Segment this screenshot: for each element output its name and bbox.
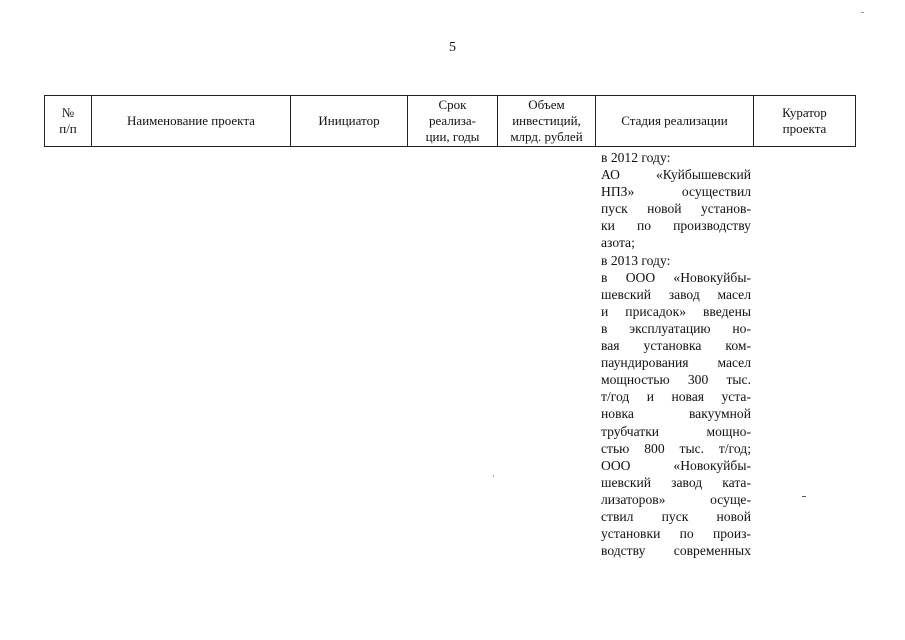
stage-line	[601, 423, 751, 440]
margin-dash	[802, 496, 806, 497]
stage-word: новка	[601, 406, 634, 422]
stage-line	[601, 337, 751, 354]
stage-word: производству	[673, 218, 751, 234]
scan-speck	[493, 475, 494, 477]
stage-line	[601, 371, 751, 388]
stage-line: в 2013 году:	[601, 252, 671, 268]
stage-word: пуск	[601, 201, 628, 217]
col-number-header: № п/п	[45, 96, 92, 147]
col-investment-header: Объем инвестиций, млрд. рублей	[498, 96, 596, 147]
stage-word: осуществил	[681, 184, 751, 200]
stage-line	[601, 525, 751, 542]
stage-line	[601, 491, 751, 508]
stage-word: и	[601, 303, 609, 319]
stage-word: ката-	[722, 474, 751, 490]
stage-word: «Куйбышевский	[656, 167, 751, 183]
stage-word: введены	[703, 303, 751, 319]
stage-word: паундирования	[601, 355, 689, 371]
stage-word: масел	[717, 355, 751, 371]
stage-word: вая	[601, 338, 620, 354]
stage-line	[601, 388, 751, 405]
stage-word: ООО	[601, 457, 631, 473]
projects-table-header	[44, 95, 856, 147]
stage-word: новая	[671, 389, 705, 405]
stage-word: тыс.	[679, 440, 705, 456]
stage-word: эксплуатацию	[629, 320, 711, 336]
stage-word: в	[601, 320, 608, 336]
stage-word: произ-	[712, 526, 751, 542]
stage-word: «Новокуйбы-	[673, 457, 751, 473]
stage-word: ки	[601, 218, 615, 234]
page-number: 5	[449, 40, 456, 55]
stage-line	[601, 320, 751, 337]
stage-word: тыс.	[726, 372, 751, 388]
stage-word: трубчатки	[601, 423, 660, 439]
stage-line	[601, 440, 751, 457]
stage-word: но-	[732, 320, 751, 336]
stage-word: и	[646, 389, 654, 405]
stage-word: т/год	[601, 389, 630, 405]
stage-word: в	[601, 269, 608, 285]
stage-line	[601, 183, 751, 200]
stage-word: новой	[647, 201, 682, 217]
col-curator-header: Куратор проекта	[754, 96, 856, 147]
stage-word: уста-	[721, 389, 751, 405]
stage-description	[601, 149, 751, 559]
stage-word: новой	[716, 508, 751, 524]
stage-word: по	[636, 218, 652, 234]
stage-word: завод	[668, 286, 700, 302]
stage-line	[601, 405, 751, 422]
stage-line	[601, 217, 751, 234]
stage-line	[601, 303, 751, 320]
stage-line	[601, 474, 751, 491]
col-project-name-header: Наименование проекта	[92, 96, 291, 147]
stage-word: стью	[601, 440, 630, 456]
stage-word: завод	[671, 474, 703, 490]
stage-line	[601, 354, 751, 371]
stage-line	[601, 166, 751, 183]
stage-line	[601, 269, 751, 286]
stage-word: ствил	[601, 508, 634, 524]
stage-word: по	[679, 526, 694, 542]
stage-line: азота;	[601, 235, 635, 251]
stage-word: «Новокуйбы-	[673, 269, 751, 285]
stage-word: АО	[601, 167, 620, 183]
stage-word: шевский	[601, 286, 652, 302]
stage-word: ООО	[625, 269, 656, 285]
header-row	[45, 96, 856, 147]
stage-line	[601, 200, 751, 217]
stage-word: присадок»	[625, 303, 686, 319]
scan-speck	[861, 12, 864, 13]
stage-word: водству	[601, 543, 646, 559]
stage-line	[601, 508, 751, 525]
col-term-header: Срок реализа- ции, годы	[408, 96, 498, 147]
stage-word: 300	[687, 372, 709, 388]
stage-word: пуск	[661, 508, 689, 524]
stage-word: мощно-	[706, 423, 751, 439]
stage-word: осуще-	[710, 491, 751, 507]
stage-line	[601, 286, 751, 303]
col-stage-header: Стадия реализации	[596, 96, 754, 147]
stage-line: в 2012 году:	[601, 150, 671, 165]
stage-word: установ-	[700, 201, 751, 217]
stage-word: НПЗ»	[601, 184, 635, 200]
stage-line	[601, 457, 751, 474]
stage-word: ком-	[725, 338, 751, 354]
stage-line	[601, 542, 751, 559]
stage-word: 800	[644, 440, 665, 456]
col-initiator-header: Инициатор	[291, 96, 408, 147]
stage-word: т/год;	[718, 440, 751, 456]
stage-word: установка	[643, 338, 702, 354]
stage-word: мощностью	[601, 372, 670, 388]
stage-word: вакуумной	[688, 406, 751, 422]
stage-word: шевский	[601, 474, 652, 490]
stage-word: масел	[717, 286, 751, 302]
stage-word: установки	[601, 526, 661, 542]
stage-word: лизаторов»	[601, 491, 666, 507]
stage-word: современных	[673, 543, 751, 559]
